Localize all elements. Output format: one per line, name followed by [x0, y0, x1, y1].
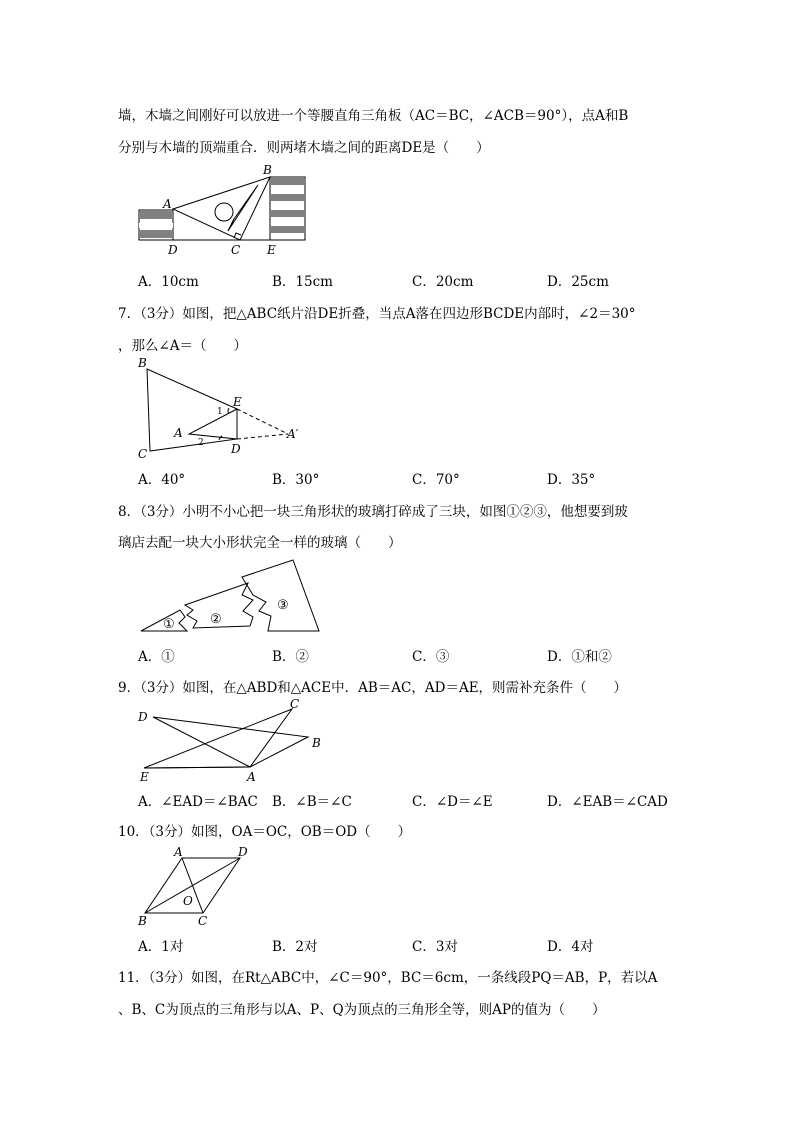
q8-figure	[135, 555, 330, 637]
q7-label-B: B	[138, 356, 147, 370]
q6-option-b[interactable]: B．15cm	[272, 274, 333, 290]
q10-option-c[interactable]: C．3对	[412, 939, 458, 955]
q7-label-C: C	[138, 447, 148, 461]
q9-option-b[interactable]: B．∠B＝∠C	[272, 794, 352, 810]
q8-label-piece2: ②	[210, 612, 222, 627]
q8-option-c[interactable]: C．③	[412, 649, 450, 665]
q10-label-C: C	[198, 914, 208, 928]
q6-label-A: A	[163, 197, 172, 211]
q9-label-C: C	[290, 697, 300, 711]
q9-option-d[interactable]: D．∠EAB＝∠CAD	[547, 794, 668, 810]
q6-label-C: C	[231, 243, 241, 257]
q7-label-E: E	[233, 395, 242, 409]
q8-option-d[interactable]: D．①和②	[547, 649, 612, 665]
q10-label-O: O	[183, 894, 193, 908]
q6-text-line2: 分别与木墙的顶端重合．则两堵木墙之间的距离DE是（ ）	[118, 140, 490, 156]
q7-figure	[130, 350, 310, 462]
q8-text-line2: 璃店去配一块大小形状完全一样的玻璃（ ）	[118, 535, 402, 551]
q10-label-D: D	[238, 845, 248, 859]
q6-text-line1: 墙，木墙之间刚好可以放进一个等腰直角三角板（AC＝BC，∠ACB＝90°），点A和B	[118, 108, 629, 124]
q11-text-line2: 、B、C为顶点的三角形与以A、P、Q为顶点的三角形全等，则AP的值为（ ）	[118, 1002, 606, 1018]
q9-label-E: E	[140, 770, 149, 784]
q8-option-b[interactable]: B．②	[272, 649, 309, 665]
q10-label-A: A	[174, 845, 183, 859]
q7-label-A: A	[174, 426, 183, 440]
q7-label-A-prime: A′	[287, 427, 299, 441]
q6-label-E: E	[267, 243, 276, 257]
q9-option-c[interactable]: C．∠D＝∠E	[412, 794, 493, 810]
q7-text-line2: ，那么∠A＝（ ）	[118, 338, 248, 354]
q7-option-b[interactable]: B．30°	[272, 472, 320, 488]
q6-figure	[130, 160, 315, 260]
q6-option-a[interactable]: A．10cm	[138, 274, 199, 290]
q10-option-a[interactable]: A．1对	[138, 939, 184, 955]
q8-label-piece1: ①	[163, 617, 175, 632]
q6-label-B: B	[263, 163, 272, 177]
q7-option-c[interactable]: C．70°	[412, 472, 460, 488]
q10-option-d[interactable]: D．4对	[547, 939, 594, 955]
q7-label-angle2: 2	[198, 438, 204, 448]
q9-label-D: D	[138, 710, 148, 724]
q7-option-a[interactable]: A．40°	[138, 472, 186, 488]
q10-label-B: B	[138, 914, 147, 928]
q10-text-line1: 10．（3分）如图，OA＝OC，OB＝OD（ ）	[118, 824, 412, 840]
q10-option-b[interactable]: B．2对	[272, 939, 318, 955]
q7-text-line1: 7．（3分）如图，把△ABC纸片沿DE折叠，当点A落在四边形BCDE内部时，∠2＝30°	[118, 306, 636, 322]
q7-label-D: D	[231, 442, 241, 456]
q9-label-A: A	[247, 770, 256, 784]
q11-text-line1: 11．（3分）如图，在Rt△ABC中，∠C＝90°，BC＝6cm，一条线段PQ＝AB，P，若以A	[118, 970, 658, 986]
q7-option-d[interactable]: D．35°	[547, 472, 596, 488]
q9-text-line1: 9．（3分）如图，在△ABD和△ACE中．AB＝AC，AD＝AE，则需补充条件（ ）	[118, 680, 628, 696]
q6-option-c[interactable]: C．20cm	[412, 274, 474, 290]
q9-option-a[interactable]: A．∠EAD＝∠BAC	[138, 794, 258, 810]
q9-label-B: B	[312, 736, 321, 750]
q6-option-d[interactable]: D．25cm	[547, 274, 609, 290]
q10-figure	[132, 843, 267, 928]
q7-label-angle1: 1	[217, 407, 223, 417]
q6-label-D: D	[168, 243, 178, 257]
q8-label-piece3: ③	[277, 598, 289, 613]
q8-text-line1: 8．（3分）小明不小心把一块三角形状的玻璃打碎成了三块，如图①②③，他想要到玻	[118, 504, 628, 520]
q9-figure	[130, 695, 330, 785]
q8-option-a[interactable]: A．①	[138, 649, 175, 665]
